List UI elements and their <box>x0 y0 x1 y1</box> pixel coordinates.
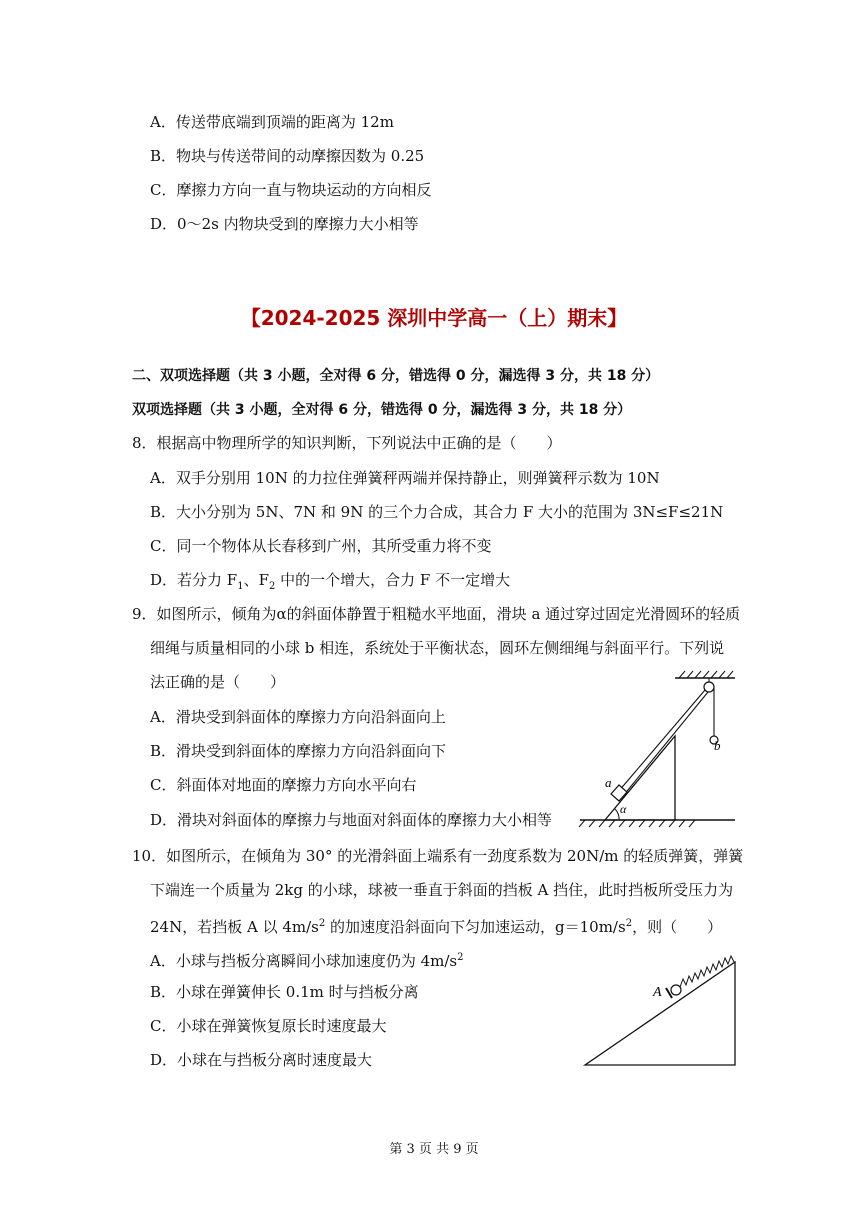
q8-stem: 8．根据高中物理所学的知识判断，下列说法中正确的是（ ） <box>132 434 562 452</box>
q8-option-b: B．大小分别为 5N、7N 和 9N 的三个力合成，其合力 F 大小的范围为 3N≤F≤21N <box>150 503 724 521</box>
q10-option-d: D．小球在与挡板分离时速度最大 <box>150 1051 373 1069</box>
spring <box>680 956 734 987</box>
q10-option-b: B．小球在弹簧伸长 0.1m 时与挡板分离 <box>150 983 419 1001</box>
section-title: 【2024-2025 深圳中学高一（上）期末】 <box>240 306 628 330</box>
slider-a <box>611 785 627 801</box>
smooth-incline <box>585 962 735 1065</box>
ball <box>671 985 681 995</box>
prev-option-d: D．0～2s 内物块受到的摩擦力大小相等 <box>150 215 419 233</box>
section-header: 二、双项选择题（共 3 小题，全对得 6 分，错选得 0 分，漏选得 3 分，共 18 分） <box>132 368 660 384</box>
q10-stem-line1: 10．如图所示，在倾角为 30° 的光滑斜面上端系有一劲度系数为 20N/m 的轻质弹簧，弹簧 <box>132 847 744 865</box>
q9-option-b: B．滑块受到斜面体的摩擦力方向沿斜面向下 <box>150 742 447 760</box>
q10-stem-line3: 24N，若挡板 A 以 $4m/s^2$ 的加速度沿斜面向下匀加速运动，$g=10m/s^2$，则（ ） <box>150 918 723 936</box>
q9-option-c: C．斜面体对地面的摩擦力方向水平向右 <box>150 776 417 794</box>
section-header-repeat: 双项选择题（共 3 小题，全对得 6 分，错选得 0 分，漏选得 3 分，共 18 分） <box>132 402 632 418</box>
q10-stem-line2: 下端连一个质量为 2kg 的小球，球被一垂直于斜面的挡板 A 挡住，此时挡板所受压力为 <box>150 881 734 899</box>
label-alpha: α <box>620 802 627 816</box>
q9-stem-line3: 法正确的是（ ） <box>150 673 286 691</box>
q8-option-d: D．若分力 $F_1$、$F_2$ 中的一个增大，合力 F 不一定增大 <box>150 571 511 592</box>
q9-option-d: D．滑块对斜面体的摩擦力与地面对斜面体的摩擦力大小相等 <box>150 811 553 829</box>
q8-option-c: C．同一个物体从长春移到广州，其所受重力将不变 <box>150 537 492 555</box>
prev-option-a: A．传送带底端到顶端的距离为 12m <box>150 113 394 131</box>
q10-option-c: C．小球在弹簧恢复原长时速度最大 <box>150 1017 387 1035</box>
q10-spring-incline-figure <box>580 950 740 1070</box>
prev-option-b: B．物块与传送带间的动摩擦因数为 0.25 <box>150 147 425 165</box>
fixed-ring <box>704 682 714 692</box>
label-A: A <box>653 985 662 1000</box>
q9-incline-figure <box>575 670 740 830</box>
label-b: b <box>714 738 721 753</box>
q10-option-a: A．小球与挡板分离瞬间小球加速度仍为 $4m/s^2$ <box>150 952 464 970</box>
incline-block <box>605 736 675 820</box>
prev-option-c: C．摩擦力方向一直与物块运动的方向相反 <box>150 181 432 199</box>
q8-option-a: A．双手分别用 10N 的力拉住弹簧秤两端并保持静止，则弹簧秤示数为 10N <box>150 469 660 487</box>
page-footer: 第 3 页 共 9 页 <box>389 1142 479 1157</box>
label-a: a <box>605 775 612 790</box>
q9-option-a: A．滑块受到斜面体的摩擦力方向沿斜面向上 <box>150 708 446 726</box>
q9-stem-line2: 细绳与质量相同的小球 b 相连，系统处于平衡状态，圆环左侧细绳与斜面平行。下列说 <box>150 639 725 657</box>
q9-stem-line1: 9．如图所示，倾角为α的斜面体静置于粗糙水平地面，滑块 a 通过穿过固定光滑圆环的轻质 <box>132 605 741 623</box>
